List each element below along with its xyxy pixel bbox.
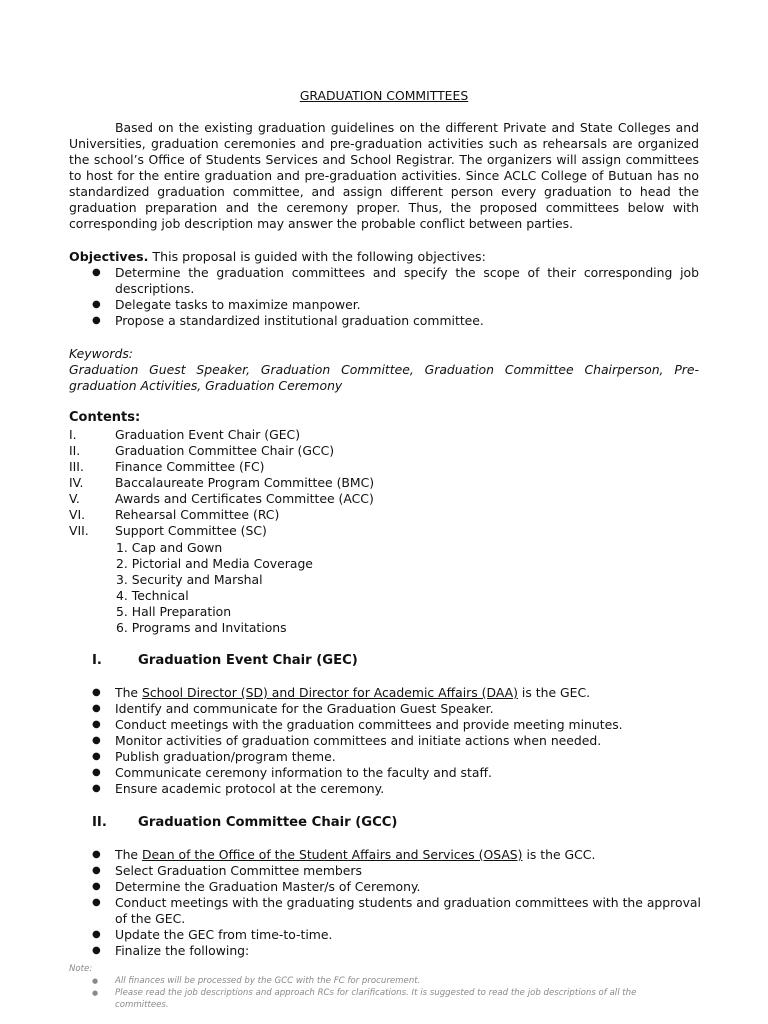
section-1-first-item — [115, 685, 699, 701]
bullet-icon: ● — [92, 849, 101, 860]
section-2-first-post: is the GCC. — [522, 847, 596, 862]
bullet-icon: ● — [92, 299, 101, 310]
bullet-icon: ● — [92, 865, 101, 876]
section-2-gcc-designation: Dean of the Office of the Student Affairs and Services (OSAS) — [141, 847, 523, 862]
intro-line: to host for the entire graduation and pre-graduation activities. Since ACLC College of Butuan has no — [69, 168, 699, 183]
section-1-item: Communicate ceremony information to the faculty and staff. — [115, 765, 492, 780]
bullet-icon: ● — [92, 735, 101, 746]
intro-line: graduation preparation and the ceremony proper. Thus, the proposed committees below with — [69, 200, 699, 215]
section-1-number: I. — [92, 653, 102, 668]
bullet-icon: ● — [92, 929, 101, 940]
keywords-label: Keywords: — [69, 346, 133, 361]
contents-number: VI. — [69, 507, 86, 522]
section-1-first-pre: The — [115, 685, 142, 700]
bullet-icon: ● — [92, 989, 99, 997]
bullet-icon: ● — [92, 267, 101, 278]
bullet-icon: ● — [92, 881, 101, 892]
bullet-icon: ● — [92, 783, 101, 794]
intro-line: Universities, graduation ceremonies and pre-graduation activities such as rehearsals are organized — [69, 136, 699, 151]
note-item: Please read the job descriptions and approach RCs for clarifications. It is suggested to read the job descriptions of all the — [115, 988, 637, 998]
objective-item: Propose a standardized institutional graduation committee. — [115, 313, 484, 328]
bullet-icon: ● — [92, 977, 99, 985]
intro-line: Based on the existing graduation guidelines on the different Private and State Colleges and — [115, 120, 699, 135]
contents-number: IV. — [69, 475, 84, 490]
section-2-number: II. — [92, 815, 107, 830]
section-2-item: Conduct meetings with the graduating students and graduation committees with the approval — [115, 895, 701, 910]
section-2-item: Update the GEC from time-to-time. — [115, 927, 333, 942]
contents-sub-item: 3. Security and Marshal — [116, 572, 263, 587]
section-2-item: Determine the Graduation Master/s of Ceremony. — [115, 879, 421, 894]
objective-item: Determine the graduation committees and specify the scope of their corresponding job — [115, 265, 699, 280]
contents-item: Baccalaureate Program Committee (BMC) — [115, 475, 375, 490]
contents-sub-item: 5. Hall Preparation — [116, 604, 232, 619]
page-title: GRADUATION COMMITTEES — [299, 88, 469, 103]
intro-line: the school’s Office of Students Services and School Registrar. The organizers will assign committees — [69, 152, 699, 167]
bullet-icon: ● — [92, 751, 101, 762]
bullet-icon: ● — [92, 703, 101, 714]
section-1-first-post: is the GEC. — [517, 685, 591, 700]
keywords-line: Graduation Guest Speaker, Graduation Committee, Graduation Committee Chairperson, Pre- — [69, 362, 699, 377]
section-2-item: Select Graduation Committee members — [115, 863, 362, 878]
contents-item: Support Committee (SC) — [115, 523, 267, 538]
objectives-text: This proposal is guided with the following objectives: — [148, 249, 486, 264]
contents-number: I. — [69, 427, 77, 442]
bullet-icon: ● — [92, 767, 101, 778]
note-label: Note: — [69, 964, 93, 974]
keywords-line: graduation Activities, Graduation Ceremony — [69, 378, 343, 393]
bullet-icon: ● — [92, 315, 101, 326]
intro-line: standardized graduation committee, and assign different person every graduation to head the — [69, 184, 699, 199]
contents-sub-item: 1. Cap and Gown — [116, 540, 223, 555]
section-2-item: Finalize the following: — [115, 943, 250, 958]
section-1-gec-designation: School Director (SD) and Director for Academic Affairs (DAA) — [141, 685, 518, 700]
intro-line: corresponding job description may answer the probable conflict between parties. — [69, 216, 574, 231]
objective-item: descriptions. — [115, 281, 195, 296]
objectives-intro — [69, 249, 699, 265]
bullet-icon: ● — [92, 945, 101, 956]
section-1-item: Publish graduation/program theme. — [115, 749, 336, 764]
bullet-icon: ● — [92, 897, 101, 908]
contents-number: III. — [69, 459, 84, 474]
section-1-item: Conduct meetings with the graduation committees and provide meeting minutes. — [115, 717, 623, 732]
bullet-icon: ● — [92, 687, 101, 698]
section-2-item: of the GEC. — [115, 911, 186, 926]
contents-number: V. — [69, 491, 80, 506]
objectives-label: Objectives. — [69, 249, 149, 264]
contents-number: II. — [69, 443, 81, 458]
contents-sub-item: 6. Programs and Invitations — [116, 620, 287, 635]
note-item: committees. — [115, 1000, 169, 1010]
contents-item: Graduation Committee Chair (GCC) — [115, 443, 335, 458]
section-2-first-item — [115, 847, 699, 863]
contents-item: Awards and Certificates Committee (ACC) — [115, 491, 374, 506]
section-1-heading: Graduation Event Chair (GEC) — [138, 653, 358, 668]
bullet-icon: ● — [92, 719, 101, 730]
contents-label: Contents: — [69, 410, 141, 425]
contents-item: Rehearsal Committee (RC) — [115, 507, 280, 522]
section-2-first-pre: The — [115, 847, 142, 862]
contents-item: Finance Committee (FC) — [115, 459, 265, 474]
contents-sub-item: 4. Technical — [116, 588, 189, 603]
note-item: All finances will be processed by the GCC with the FC for procurement. — [115, 976, 421, 986]
section-2-heading: Graduation Committee Chair (GCC) — [138, 815, 398, 830]
contents-sub-item: 2. Pictorial and Media Coverage — [116, 556, 313, 571]
section-1-item: Monitor activities of graduation committees and initiate actions when needed. — [115, 733, 602, 748]
contents-item: Graduation Event Chair (GEC) — [115, 427, 301, 442]
section-1-item: Ensure academic protocol at the ceremony. — [115, 781, 385, 796]
section-1-item: Identify and communicate for the Graduation Guest Speaker. — [115, 701, 494, 716]
contents-number: VII. — [69, 523, 89, 538]
objective-item: Delegate tasks to maximize manpower. — [115, 297, 361, 312]
